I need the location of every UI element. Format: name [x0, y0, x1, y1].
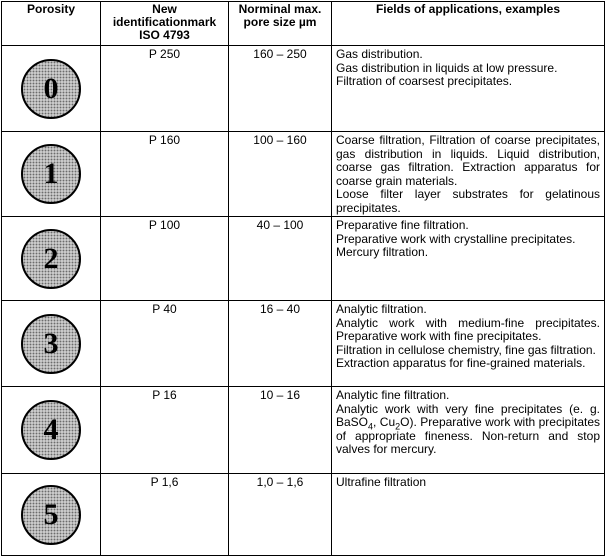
header-pore-size: Norminal max. pore size µm: [229, 2, 332, 46]
pore-size-cell: 1,0 – 1,6: [229, 474, 332, 556]
pore-size-cell: 10 – 16: [229, 387, 332, 474]
table-row: [2, 46, 605, 132]
porosity-cell: [2, 387, 101, 474]
porosity-disc-5: 5: [21, 485, 81, 545]
mark-cell: P 250: [101, 46, 229, 132]
porosity-disc-2: 2: [21, 229, 81, 289]
fields-cell: Analytic filtration. Analytic work with medium-fine precipitates. Preparative work with fine precipitates. Filtration in cellulose chemistry, fine gas filtration. Extraction apparatus for fine-grained materials.: [332, 301, 605, 387]
porosity-cell: [2, 301, 101, 387]
pore-size-cell: 100 – 160: [229, 132, 332, 217]
table-row: [2, 387, 605, 474]
fields-cell: Gas distribution. Gas distribution in liquids at low pressure. Filtration of coarsest precipitates.: [332, 46, 605, 132]
mark-cell: P 16: [101, 387, 229, 474]
porosity-disc-1: 1: [21, 144, 81, 204]
mark-cell: P 160: [101, 132, 229, 217]
fields-cell: Preparative fine filtration. Preparative work with crystalline precipitates. Mercury filtration.: [332, 217, 605, 301]
pore-size-cell: 16 – 40: [229, 301, 332, 387]
table-row: [2, 132, 605, 217]
fields-text-with-formulas: Analytic work with very fine precipitates (e. g. BaSO$_4$, $Cu_2O$). Preparative work with precipitates of appropriate fineness. Non-return and stop valves for mercury.: [336, 401, 601, 456]
porosity-table: [1, 1, 605, 556]
porosity-cell: [2, 474, 101, 556]
fields-cell: Ultrafine filtration: [332, 474, 605, 556]
mark-cell: P 1,6: [101, 474, 229, 556]
mark-cell: P 40: [101, 301, 229, 387]
porosity-disc-4: 4: [21, 400, 81, 460]
table-row: [2, 301, 605, 387]
fields-cell: Analytic fine filtration. Analytic work with very fine precipitates (e. g. BaSO$_4$, $Cu_2O$). Preparative work with precipitates of appropriate fineness. Non-return and stop valves for mercury.: [332, 387, 605, 474]
header-fields: Fields of applications, examples: [332, 2, 605, 46]
header-identification-mark: New identificationmark ISO 4793: [101, 2, 229, 46]
table-row: [2, 217, 605, 301]
table-row: [2, 474, 605, 556]
header-porosity: Porosity: [2, 2, 101, 46]
porosity-disc-3: 3: [21, 314, 81, 374]
pore-size-cell: 40 – 100: [229, 217, 332, 301]
pore-size-cell: 160 – 250: [229, 46, 332, 132]
porosity-disc-0: 0: [21, 59, 81, 119]
porosity-cell: [2, 132, 101, 217]
fields-cell: Coarse filtration, Filtration of coarse precipitates, gas distribution in liquids. Liquid distribution, coarse gas filtration. Extraction apparatus for coarse grain materials. Loose filter layer substrates for gelatinous precipitates.: [332, 132, 605, 217]
porosity-cell: [2, 46, 101, 132]
mark-cell: P 100: [101, 217, 229, 301]
header-row: [2, 2, 605, 46]
porosity-cell: [2, 217, 101, 301]
